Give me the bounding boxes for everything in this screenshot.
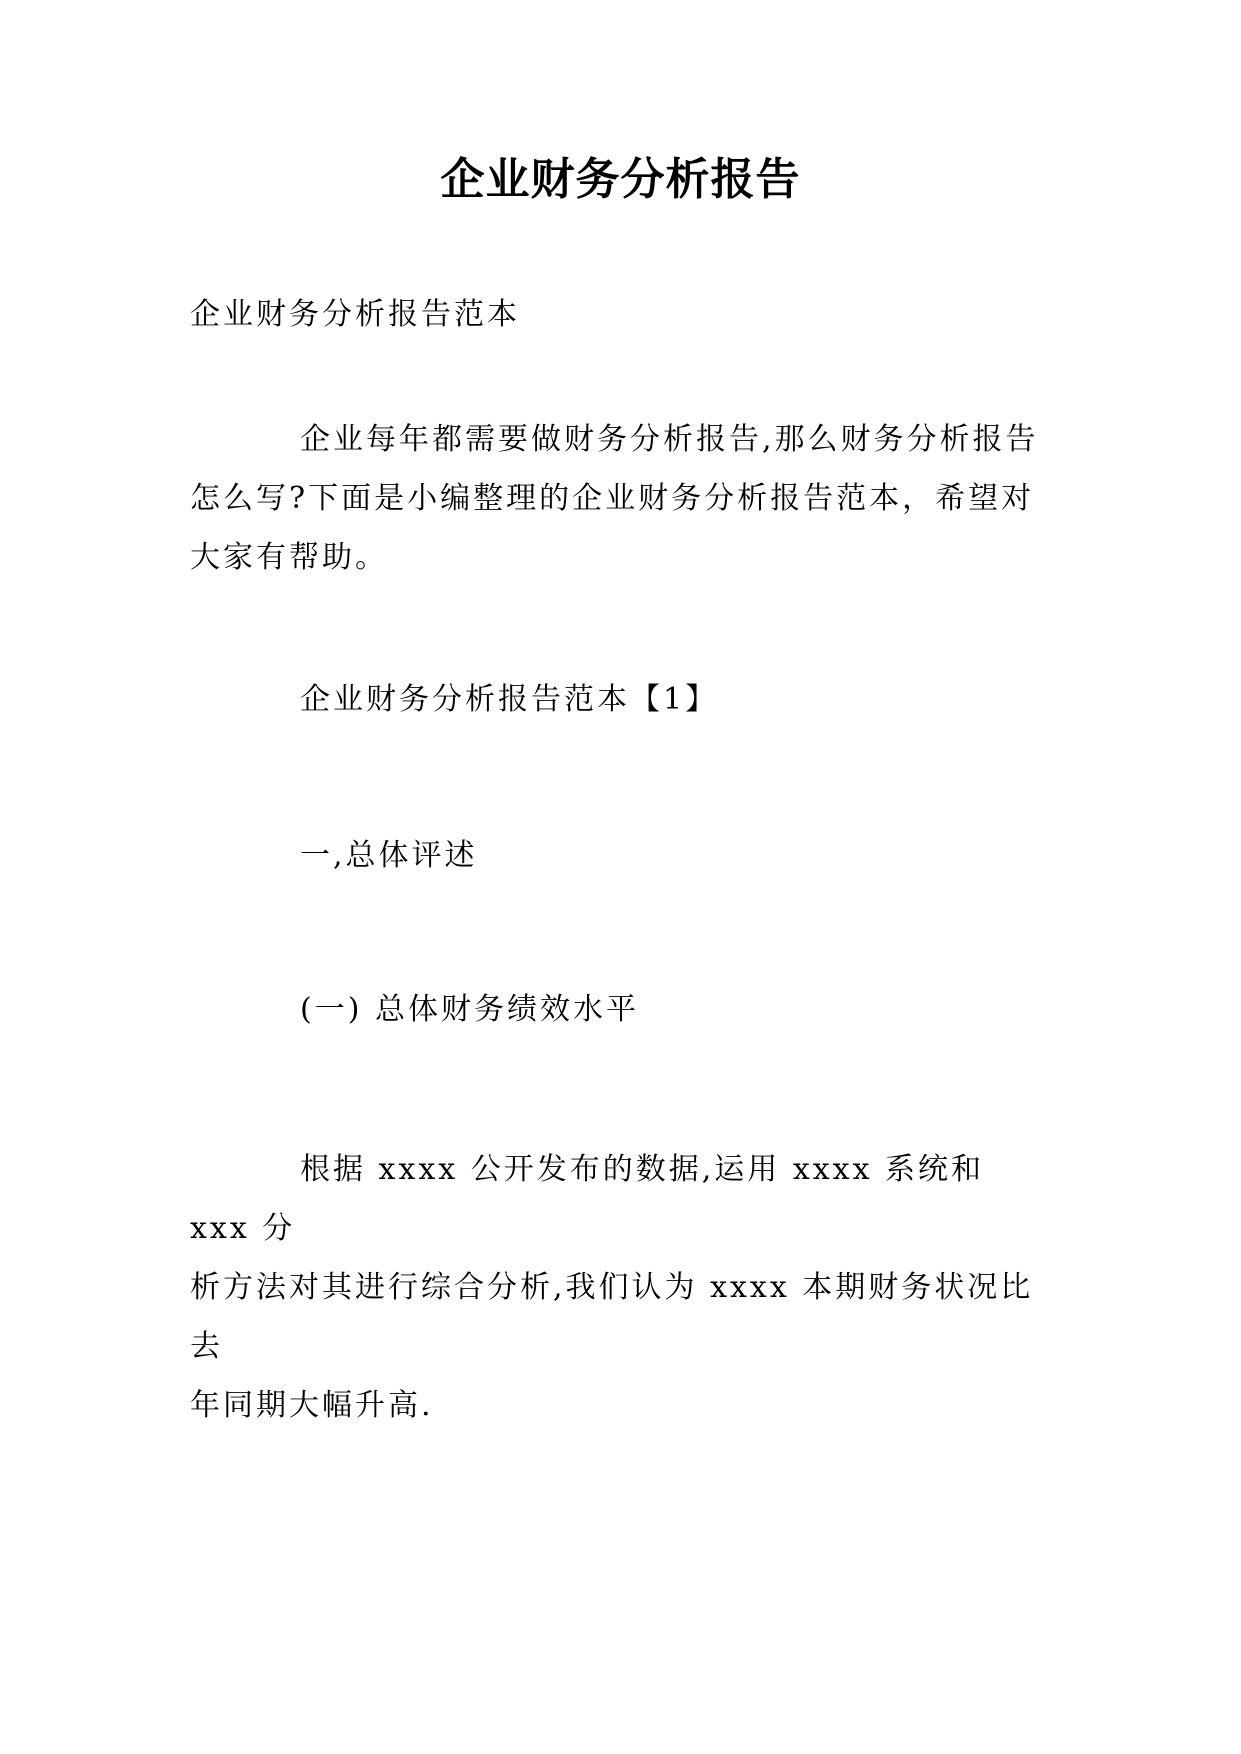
part-heading: 一,总体评述 — [300, 838, 478, 873]
document-subtitle: 企业财务分析报告范本 — [190, 297, 520, 332]
intro-paragraph: 企业每年都需要做财务分析报告,那么财务分析报告 怎么写?下面是小编整理的企业财务分析报告范本，希望对 大家有帮助。 — [190, 422, 1039, 575]
body-paragraph: 根据 xxxx 公开发布的数据,运用 xxxx 系统和 xxx 分 析方法对其进行综合分析,我们认为 xxxx 本期财务状况比去 年同期大幅升高. — [190, 1152, 1034, 1423]
section-heading: 企业财务分析报告范本【1】 — [300, 682, 719, 717]
document-title: 企业财务分析报告 — [440, 154, 801, 205]
subpart-heading: (一) 总体财务绩效水平 — [300, 992, 639, 1027]
